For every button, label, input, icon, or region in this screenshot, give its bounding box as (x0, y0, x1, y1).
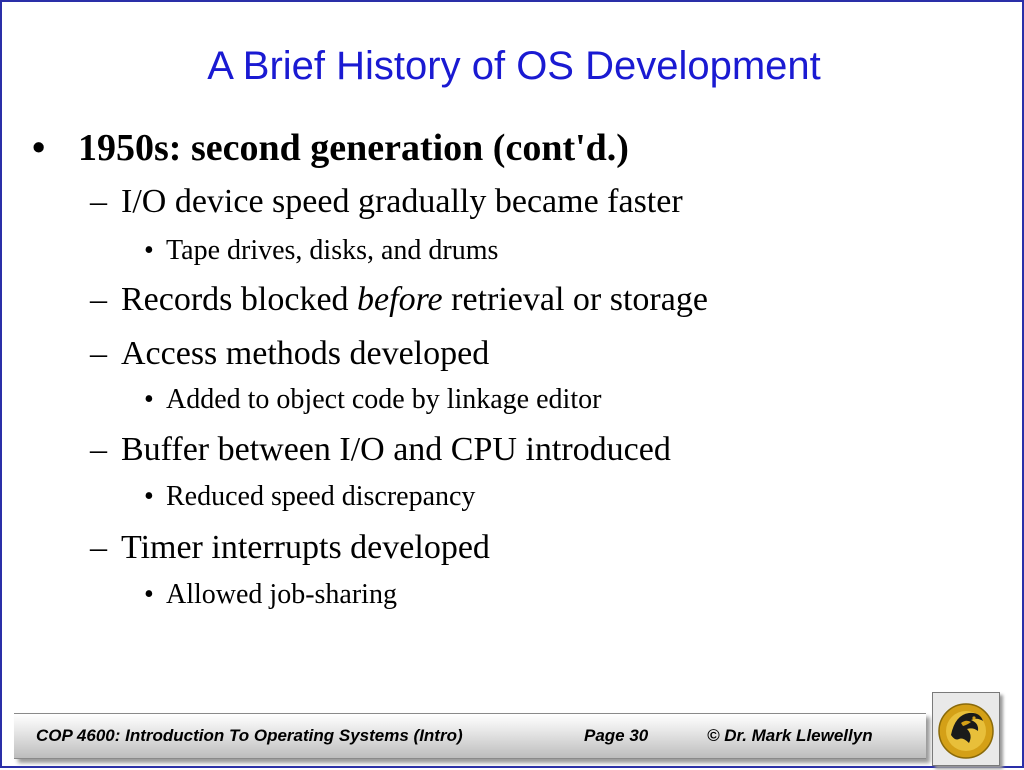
sub-bullet-text: Access methods developed (121, 335, 490, 372)
sub-bullet-text: Timer interrupts developed (121, 529, 490, 566)
sub-sub-bullet-text: Allowed job-sharing (166, 579, 397, 610)
slide-title: A Brief History of OS Development (207, 44, 821, 88)
sub-bullet-text: Buffer between I/O and CPU introduced (121, 431, 671, 468)
sub-sub-bullet-text: Added to object code by linkage editor (166, 384, 602, 415)
sub-bullet-text (121, 281, 708, 319)
dash-marker: – (90, 183, 107, 220)
emphasis-text: before (357, 281, 443, 318)
dash-marker: – (90, 431, 107, 468)
pegasus-logo-icon (933, 693, 999, 765)
sub-sub-bullet-marker: • (144, 579, 154, 610)
sub-sub-bullet-marker: • (144, 384, 154, 415)
dash-marker: – (90, 281, 107, 318)
dash-marker: – (90, 529, 107, 566)
sub-sub-bullet-marker: • (144, 481, 154, 512)
logo-frame (932, 692, 1000, 766)
sub-bullet-text: I/O device speed gradually became faster (121, 183, 683, 220)
sub-sub-bullet-marker: • (144, 235, 154, 266)
footer-copyright: © Dr. Mark Llewellyn (707, 726, 873, 745)
sub-sub-bullet-text: Reduced speed discrepancy (166, 481, 476, 512)
footer-course: COP 4600: Introduction To Operating Systems (Intro) (36, 726, 463, 745)
dash-marker: – (90, 335, 107, 372)
bullet-text-level1: 1950s: second generation (cont'd.) (78, 127, 629, 169)
text-segment: Records blocked (121, 281, 358, 318)
text-segment: retrieval or storage (442, 281, 708, 318)
sub-sub-bullet-text: Tape drives, disks, and drums (166, 235, 499, 266)
bullet-marker: • (32, 127, 46, 169)
footer-page-number: Page 30 (584, 726, 649, 745)
bullet-list (2, 2, 1024, 692)
